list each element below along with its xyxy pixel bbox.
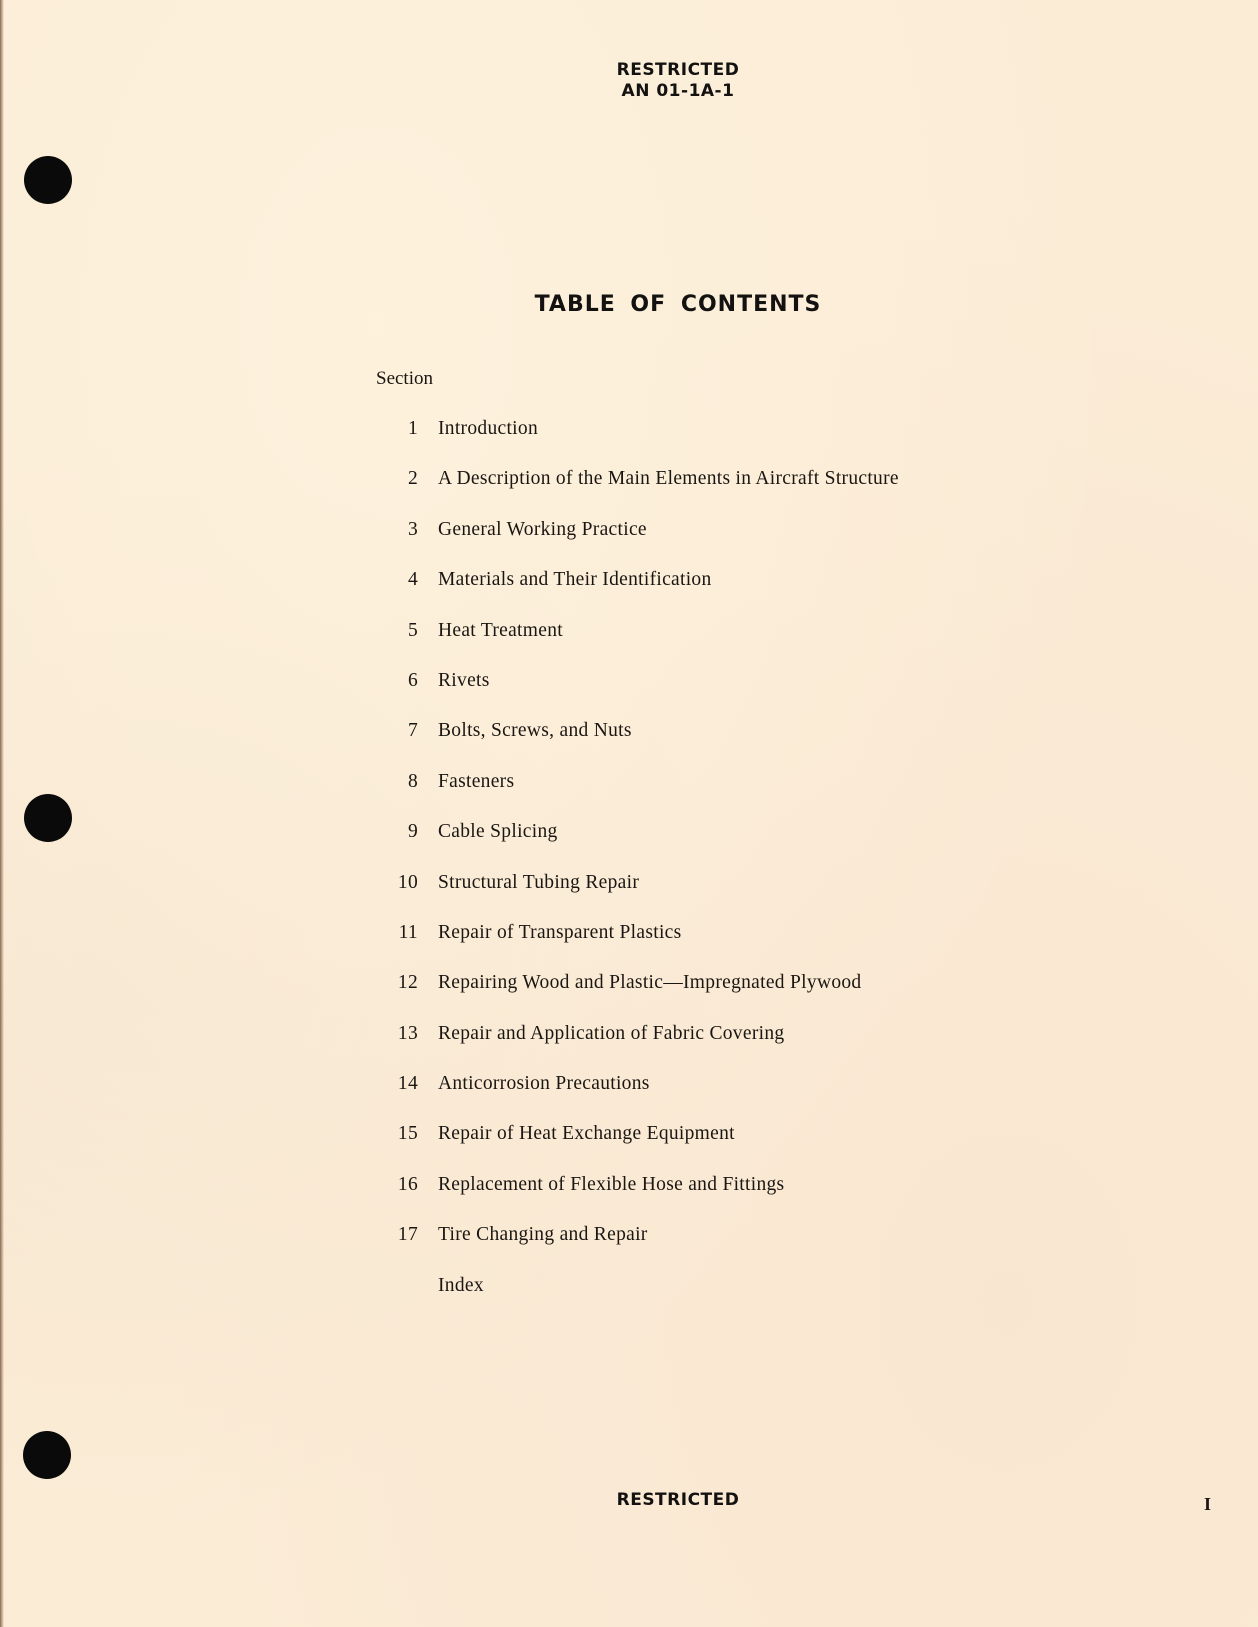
toc-entry-title: Repair of Transparent Plastics — [438, 921, 682, 943]
toc-entry-number: 3 — [407, 518, 418, 540]
toc-entry[interactable] — [376, 418, 1076, 468]
toc-entry[interactable] — [376, 972, 1076, 1022]
toc-entry[interactable] — [376, 1123, 1076, 1173]
toc-entry[interactable] — [376, 1073, 1076, 1123]
header-document-number: AN 01-1A-1 — [621, 81, 735, 101]
toc-entry-title: Index — [438, 1274, 484, 1296]
toc-entry[interactable] — [376, 1023, 1076, 1073]
toc-entry-title: Fasteners — [438, 770, 515, 792]
toc-entry[interactable] — [376, 1174, 1076, 1224]
toc-entry[interactable] — [376, 922, 1076, 972]
toc-entry[interactable] — [376, 519, 1076, 569]
page-edge — [0, 0, 4, 1627]
toc-entry[interactable] — [376, 1224, 1076, 1274]
toc-entry-number: 16 — [397, 1173, 418, 1195]
binder-hole-bottom — [23, 1431, 71, 1479]
toc-entry-number: 15 — [397, 1123, 418, 1145]
toc-entry-title: Introduction — [438, 418, 538, 439]
toc-entry-title: Bolts, Screws, and Nuts — [438, 720, 632, 742]
page-header — [0, 60, 1258, 102]
toc-entry-number: 12 — [397, 972, 418, 994]
toc-entry-title: General Working Practice — [438, 518, 647, 540]
section-column-label: Section — [376, 368, 433, 389]
toc-entry[interactable] — [376, 771, 1076, 821]
toc-entry-number: 7 — [407, 720, 418, 742]
toc-entry-index[interactable] — [376, 1275, 1076, 1325]
toc-entry-title: Repair of Heat Exchange Equipment — [438, 1123, 735, 1145]
toc-entry-title: Repairing Wood and Plastic—Impregnated Plywood — [438, 972, 862, 994]
toc-entry[interactable] — [376, 872, 1076, 922]
toc-entry-number: 4 — [407, 569, 418, 591]
toc-entry-number: 8 — [407, 770, 418, 792]
toc-entry-title: Tire Changing and Repair — [438, 1224, 648, 1246]
toc-entry-number: 2 — [407, 468, 418, 490]
toc-entry-number: 5 — [407, 619, 418, 641]
toc-entry-number: 10 — [397, 871, 418, 893]
toc-entry-title: Anticorrosion Precautions — [438, 1073, 650, 1095]
toc-entry-number: 17 — [397, 1224, 418, 1246]
toc-list — [376, 418, 1076, 1325]
toc-entry[interactable] — [376, 569, 1076, 619]
toc-entry-title: Structural Tubing Repair — [438, 871, 640, 893]
footer-classification: RESTRICTED — [616, 1490, 740, 1510]
toc-entry-title: Rivets — [438, 669, 490, 691]
toc-entry[interactable] — [376, 468, 1076, 518]
toc-entry-title: Heat Treatment — [438, 619, 563, 641]
toc-entry-title: Materials and Their Identification — [438, 569, 712, 591]
toc-entry-number: 1 — [407, 418, 418, 439]
binder-hole-middle — [24, 794, 72, 842]
toc-entry-number: 14 — [397, 1073, 418, 1095]
page-title: TABLE OF CONTENTS — [534, 292, 822, 317]
toc-entry[interactable] — [376, 620, 1076, 670]
toc-entry-number: 13 — [397, 1022, 418, 1044]
toc-entry-title: Cable Splicing — [438, 821, 558, 843]
toc-entry-number: 9 — [407, 821, 418, 843]
toc-entry-number: 6 — [407, 669, 418, 691]
toc-entry-title: Repair and Application of Fabric Covering — [438, 1022, 785, 1044]
toc-entry-title: A Description of the Main Elements in Aircraft Structure — [438, 468, 899, 490]
toc-entry-number: 11 — [398, 921, 418, 943]
toc-entry[interactable] — [376, 720, 1076, 770]
toc-entry[interactable] — [376, 670, 1076, 720]
header-classification: RESTRICTED — [616, 60, 740, 80]
binder-hole-top — [24, 156, 72, 204]
toc-entry-title: Replacement of Flexible Hose and Fittings — [438, 1173, 785, 1195]
toc-entry[interactable] — [376, 821, 1076, 871]
page-number: I — [1204, 1494, 1212, 1514]
